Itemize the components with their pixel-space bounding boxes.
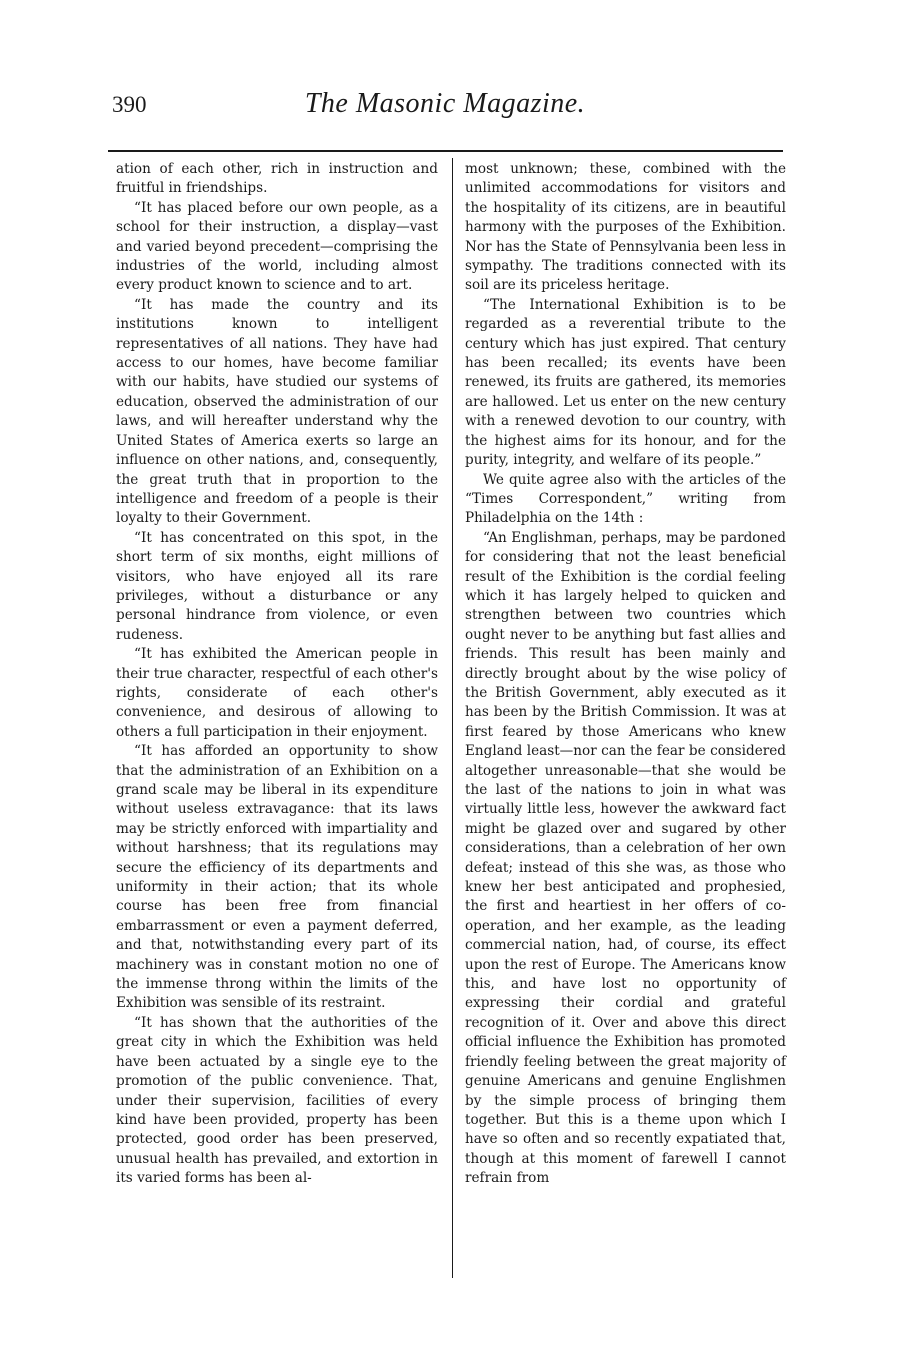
paragraph: ation of each other, rich in instruction and fruitful in friendships. — [116, 161, 438, 197]
paragraph: “The International Exhibition is to be regarded as a reverential tribute to the century which has just expired. That century has been recalled; its events have been renewed, its fruits are gathered, its memories are hallowed. Let us enter on the new century with a renewed devotion to our country, with the highest aims for its honour, and for the purity, integrity, and welfare of its people.” — [465, 296, 786, 469]
page-header — [100, 84, 790, 124]
paragraph: “It has concentrated on this spot, in the short term of six months, eight millions of visitors, who have enjoyed all its rare privileges, without a disturbance or any personal hindrance from violence, or even rudeness. — [116, 529, 438, 643]
left-column — [116, 160, 438, 1189]
page-number: 390 — [112, 92, 147, 117]
column-divider — [452, 158, 453, 1278]
paragraph: “An Englishman, perhaps, may be pardoned for considering that not the least beneficial result of the Exhibition is the cordial feeling which it has largely helped to quicken and strengthen between two countries which ought never to be anything but fast allies and friends. This result has been mainly and directly brought about by the wise policy of the British Government, ably executed as it has been by the British Commission. It was at first feared by those Americans who knew England least—nor can the fear be considered altogether unreasonable—that she would be the last of the nations to join in what was virtually little less, however the awkward fact might be glazed over and sugared by other considerations, than a celebration of her own defeat; instead of this she was, as those who knew her best anticipated and prophesied, the first and heartiest in her offers of co-operation, and her example, as the leading commercial nation, had, of course, its effect upon the rest of Europe. The Americans know this, and have lost no opportunity of expressing their cordial and grateful recognition of it. Over and above this direct official influence the Exhibition has promoted friendly feeling between the great majority of genuine Americans and genuine Englishmen by the simple process of bringing them together. But this is a theme upon which I have so often and so recently expatiated that, though at this moment of farewell I cannot refrain from — [465, 529, 786, 1187]
paragraph: “It has shown that the authorities of the great city in which the Exhibition was held have been actuated by a single eye to the promotion of the public convenience. That, under their supervision, facilities of every kind have been provided, property has been protected, good order has been preserved, unusual health has prevailed, and extortion in its varied forms has been al- — [116, 1014, 438, 1187]
paragraph: “It has placed before our own people, as a school for their instruction, a display—vast and varied beyond precedent—comprising the industries of the world, including almost every product known to science and to art. — [116, 199, 438, 294]
header-rule — [108, 150, 783, 152]
paragraph: “It has exhibited the American people in their true character, respectful of each other's rights, considerate of each other's convenience, and desirous of allowing to others a full participation in their enjoyment. — [116, 646, 438, 740]
paragraph: We quite agree also with the articles of the “Times Correspondent,” writing from Philadelphia on the 14th : — [465, 471, 786, 527]
right-column — [465, 160, 786, 1189]
paragraph: “It has made the country and its institutions known to intelligent representatives of all nations. They have had access to our homes, have become familiar with our habits, have studied our systems of education, observed the administration of our laws, and will hereafter understand why the United States of America exerts so large an influence on other nations, and, consequently, the great truth that in proportion to the intelligence and freedom of a people is their loyalty to their Government. — [116, 296, 438, 527]
paragraph: “It has afforded an opportunity to show that the administration of an Exhibition on a grand scale may be liberal in its expenditure without useless extravagance: that its laws may be strictly enforced with impartiality and without harshness; that its regulations may secure the efficiency of its departments and uniformity in their action; that its whole course has been free from financial embarrassment or even a payment deferred, and that, notwithstanding every part of its machinery was in constant motion no one of the immense throng within the limits of the Exhibition was sensible of its restraint. — [116, 743, 438, 1012]
paragraph: most unknown; these, combined with the unlimited accommodations for visitors and the hospitality of its citizens, are in beautiful harmony with the purposes of the Exhibition. Nor has the State of Pennsylvania been less in sympathy. The traditions connected with its soil are its priceless heritage. — [465, 161, 786, 294]
running-title: The Masonic Magazine. — [304, 88, 586, 119]
